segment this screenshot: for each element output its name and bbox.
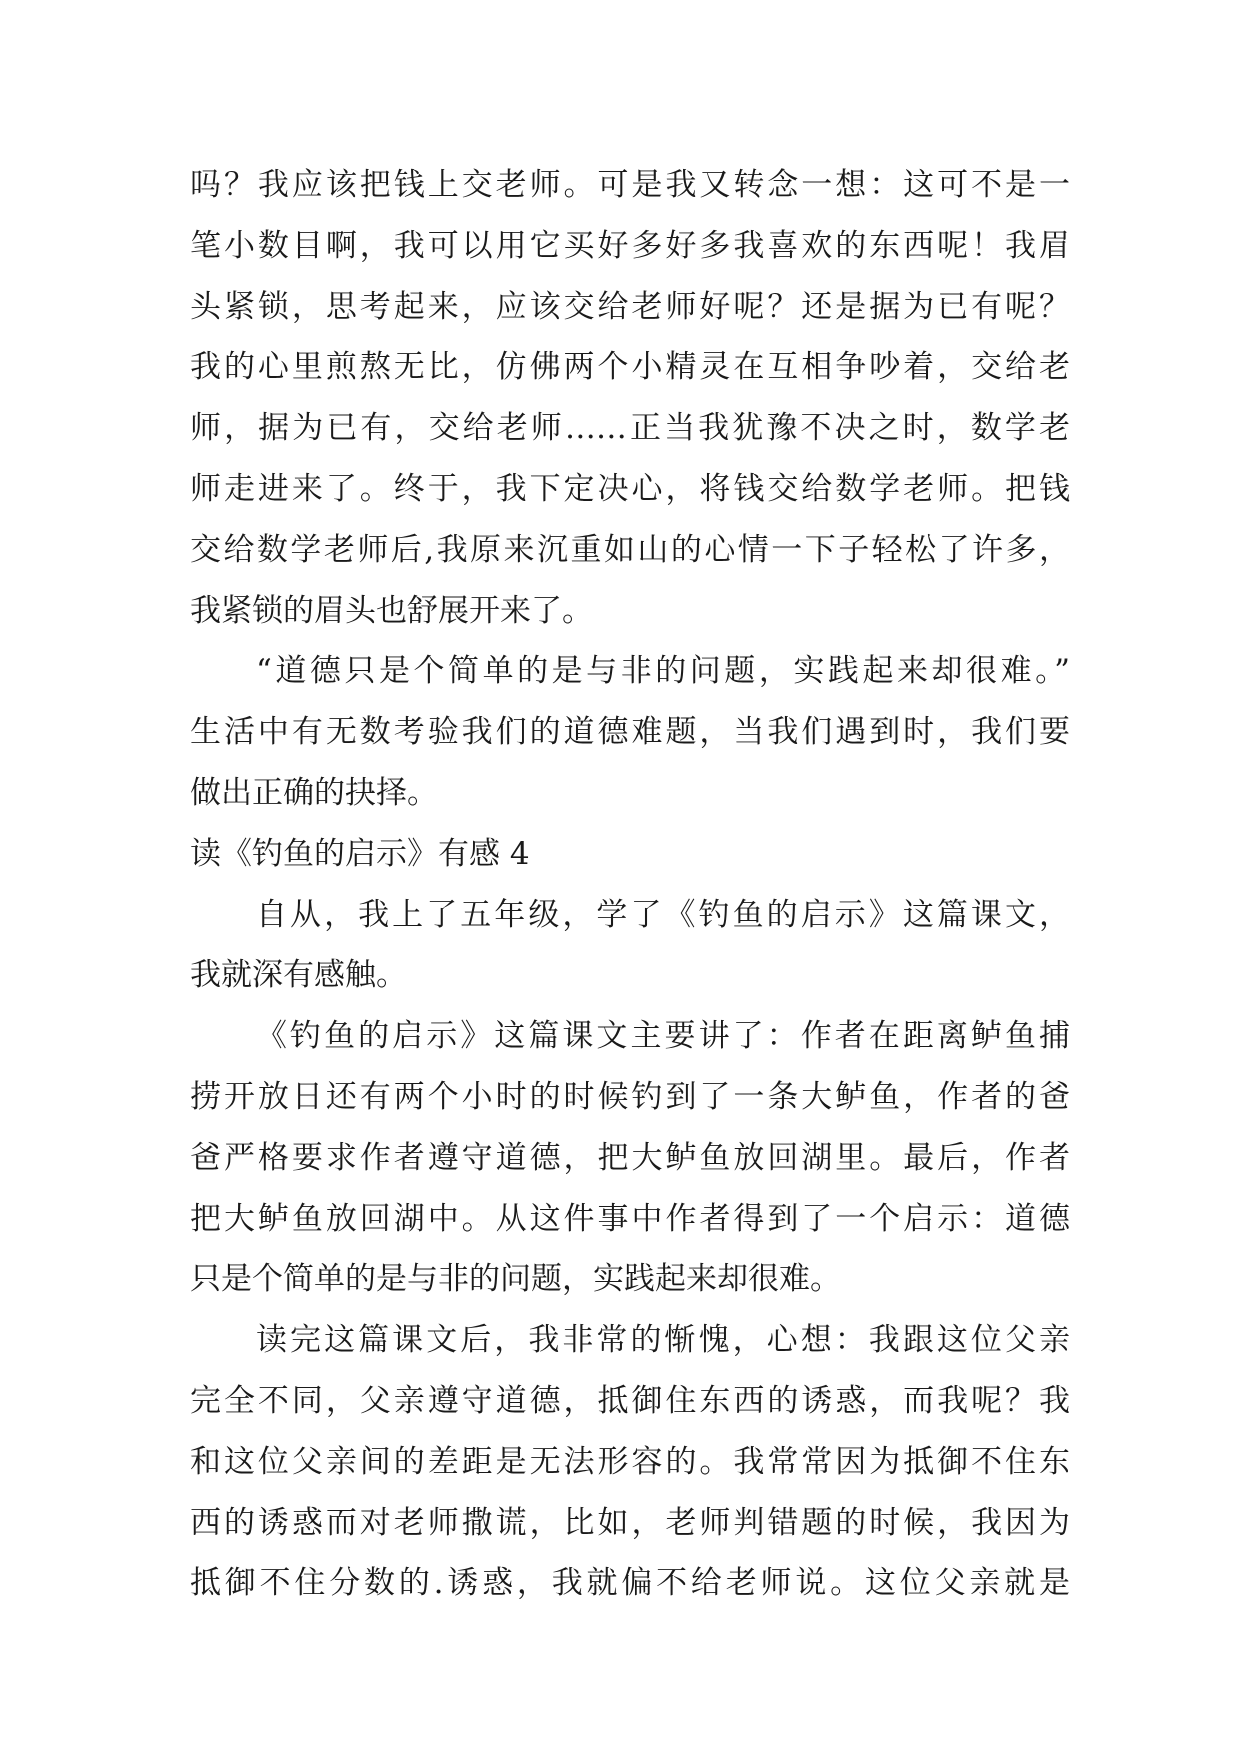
text-line: 笔小数目啊，我可以用它买好多好多我喜欢的东西呢！我眉: [190, 227, 1070, 264]
text-line: 完全不同，父亲遵守道德，抵御住东西的诱惑，而我呢？我: [190, 1382, 1070, 1419]
body-text: [190, 155, 1070, 1614]
section-heading: 读《钓鱼的启示》有感 4: [190, 835, 530, 872]
text-line: 读完这篇课文后，我非常的惭愧，心想：我跟这位父亲: [256, 1322, 1070, 1359]
text-line: 抵御不住分数的.诱惑，我就偏不给老师说。这位父亲就是: [190, 1565, 1070, 1602]
text-line: 做出正确的抉择。: [190, 774, 438, 811]
text-line: 把大鲈鱼放回湖中。从这件事中作者得到了一个启示：道德: [190, 1200, 1070, 1237]
text-line: 只是个简单的是与非的问题，实践起来却很难。: [190, 1261, 841, 1298]
text-line: 《钓鱼的启示》这篇课文主要讲了：作者在距离鲈鱼捕: [256, 1018, 1070, 1055]
text-line: 我紧锁的眉头也舒展开来了。: [190, 592, 593, 629]
text-line: 爸严格要求作者遵守道德，把大鲈鱼放回湖里。最后，作者: [190, 1139, 1070, 1176]
text-line: 和这位父亲间的差距是无法形容的。我常常因为抵御不住东: [190, 1443, 1070, 1480]
text-line: 自从，我上了五年级，学了《钓鱼的启示》这篇课文，: [256, 896, 1070, 933]
text-line: 师走进来了。终于，我下定决心，将钱交给数学老师。把钱: [190, 470, 1070, 507]
text-line: 我就深有感触。: [190, 957, 407, 994]
text-line: 吗？我应该把钱上交老师。可是我又转念一想：这可不是一: [190, 167, 1070, 203]
text-line: 西的诱惑而对老师撒谎，比如，老师判错题的时候，我因为: [190, 1504, 1070, 1541]
text-line: 头紧锁，思考起来，应该交给老师好呢？还是据为已有呢？: [190, 288, 1070, 325]
text-line: 捞开放日还有两个小时的时候钓到了一条大鲈鱼，作者的爸: [190, 1078, 1070, 1115]
text-line: 师，据为已有，交给老师……正当我犹豫不决之时，数学老: [190, 410, 1070, 447]
text-line: 生活中有无数考验我们的道德难题，当我们遇到时，我们要: [190, 714, 1070, 751]
text-line: 交给数学老师后,我原来沉重如山的心情一下子轻松了许多，: [190, 531, 1070, 568]
quote-line: “道德只是个简单的是与非的问题，实践起来却很难。”: [256, 653, 1070, 690]
text-line: 我的心里煎熬无比，仿佛两个小精灵在互相争吵着，交给老: [190, 349, 1070, 386]
